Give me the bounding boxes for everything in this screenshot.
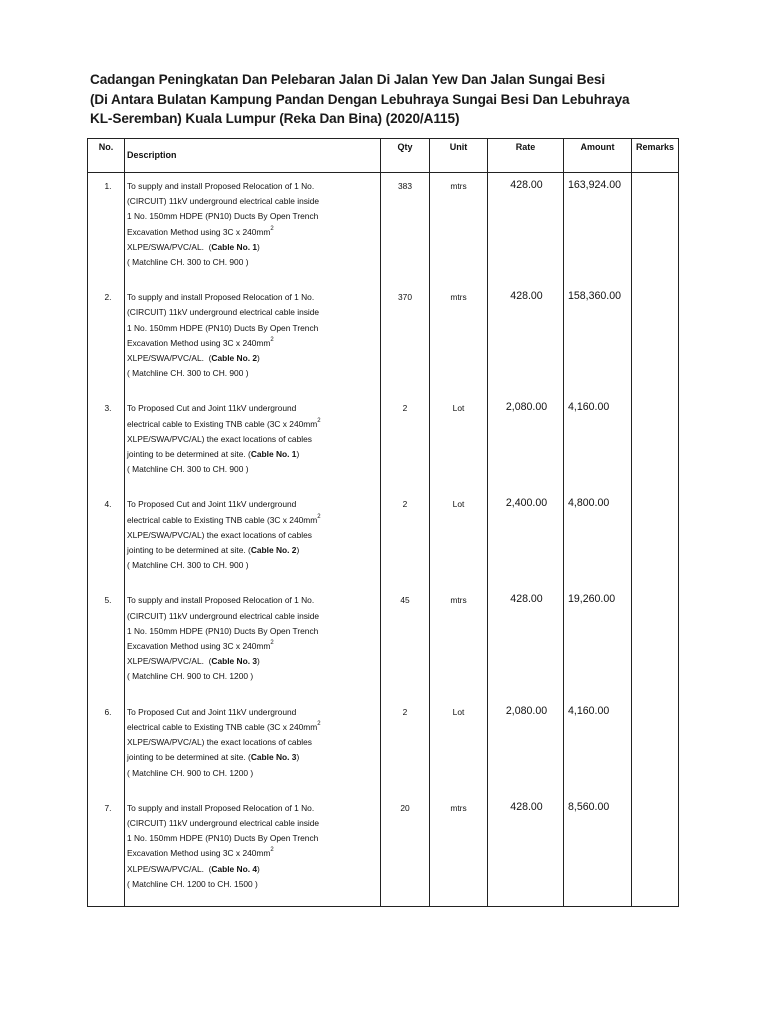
row-description: [125, 395, 381, 491]
row-remarks: [632, 173, 679, 285]
cable-label: Cable No. 2: [211, 353, 258, 364]
row-amount: 4,160.00: [564, 395, 632, 491]
row-qty: 2: [381, 491, 430, 587]
description-text: To supply and install Proposed Relocation of 1 No.: [127, 595, 315, 606]
row-number: 7.: [88, 795, 125, 906]
row-remarks: [632, 284, 679, 395]
table-row: [88, 699, 679, 795]
description-text: XLPE/SWA/PVC/AL.: [127, 353, 204, 364]
row-qty: 20: [381, 795, 430, 906]
description-text: Excavation Method using 3C x 240mm: [127, 226, 271, 237]
header-unit: Unit: [430, 139, 488, 173]
superscript-2: 2: [317, 417, 321, 424]
superscript-2: 2: [270, 336, 274, 343]
table-filler-row: [88, 906, 679, 907]
header-remarks: Remarks: [632, 139, 679, 173]
row-number: 6.: [88, 699, 125, 795]
document-title: [90, 70, 690, 129]
superscript-2: 2: [317, 513, 321, 520]
description-text: electrical cable to Existing TNB cable (3C x 240mm: [127, 418, 318, 429]
row-rate: 2,400.00: [488, 491, 564, 587]
table-row: [88, 795, 679, 906]
description-text: 1 No. 150mm HDPE (PN10) Ducts By Open Trench: [127, 211, 319, 222]
paren: (: [208, 241, 212, 252]
description-text: jointing to be determined at site.: [127, 752, 246, 763]
title-line-2: (Di Antara Bulatan Kampung Pandan Dengan Lebuhraya Sungai Besi Dan Lebuhraya: [90, 91, 630, 107]
table-row: [88, 173, 679, 285]
description-text: To supply and install Proposed Relocation of 1 No.: [127, 802, 315, 813]
description-text: Excavation Method using 3C x 240mm: [127, 641, 271, 652]
description-text: 1 No. 150mm HDPE (PN10) Ducts By Open Trench: [127, 625, 319, 636]
matchline-text: ( Matchline CH. 300 to CH. 900 ): [127, 257, 249, 268]
cable-label: Cable No. 3: [211, 656, 258, 667]
row-number: 1.: [88, 173, 125, 285]
table-row: [88, 395, 679, 491]
table-row: [88, 587, 679, 698]
superscript-2: 2: [270, 225, 274, 232]
row-description: [125, 587, 381, 698]
title-line-1: Cadangan Peningkatan Dan Pelebaran Jalan Di Jalan Yew Dan Jalan Sungai Besi: [90, 72, 606, 87]
header-rate: Rate: [488, 139, 564, 173]
cable-label: Cable No. 1: [211, 241, 258, 252]
row-unit: mtrs: [430, 587, 488, 698]
row-unit: Lot: [430, 699, 488, 795]
row-remarks: [632, 699, 679, 795]
description-text: jointing to be determined at site.: [127, 545, 246, 556]
header-amount: Amount: [564, 139, 632, 173]
header-qty: Qty: [381, 139, 430, 173]
row-number: 2.: [88, 284, 125, 395]
row-qty: 45: [381, 587, 430, 698]
description-text: To supply and install Proposed Relocation of 1 No.: [127, 181, 315, 191]
description-text: XLPE/SWA/PVC/AL.: [127, 863, 204, 874]
description-text: (CIRCUIT) 11kV underground electrical cable inside: [127, 196, 320, 207]
paren: (: [248, 449, 251, 460]
table-row: [88, 284, 679, 395]
description-text: To Proposed Cut and Joint 11kV underground: [127, 499, 297, 510]
description-text: (CIRCUIT) 11kV underground electrical cable inside: [127, 817, 320, 828]
row-unit: mtrs: [430, 795, 488, 906]
row-qty: 2: [381, 395, 430, 491]
description-text: XLPE/SWA/PVC/AL) the exact locations of cables: [127, 529, 312, 540]
row-qty: 383: [381, 173, 430, 285]
row-qty: 370: [381, 284, 430, 395]
paren: ): [296, 752, 300, 763]
description-text: electrical cable to Existing TNB cable (3C x 240mm: [127, 721, 318, 732]
row-amount: 158,360.00: [564, 284, 632, 395]
paren: ): [257, 241, 260, 252]
row-unit: mtrs: [430, 173, 488, 285]
row-description: [125, 284, 381, 395]
description-text: To Proposed Cut and Joint 11kV underground: [127, 403, 297, 414]
row-rate: 428.00: [488, 587, 564, 698]
row-remarks: [632, 491, 679, 587]
row-unit: mtrs: [430, 284, 488, 395]
description-text: 1 No. 150mm HDPE (PN10) Ducts By Open Trench: [127, 833, 319, 844]
row-number: 5.: [88, 587, 125, 698]
row-remarks: [632, 795, 679, 906]
table-row: [88, 491, 679, 587]
description-text: To Proposed Cut and Joint 11kV underground: [127, 706, 297, 717]
row-amount: 4,160.00: [564, 699, 632, 795]
matchline-text: ( Matchline CH. 300 to CH. 900 ): [127, 560, 249, 571]
superscript-2: 2: [270, 847, 274, 854]
description-text: Excavation Method using 3C x 240mm: [127, 337, 271, 348]
row-number: 3.: [88, 395, 125, 491]
superscript-2: 2: [317, 720, 321, 727]
cable-label: Cable No. 3: [250, 752, 297, 763]
paren: ): [257, 656, 260, 667]
matchline-text: ( Matchline CH. 900 to CH. 1200 ): [127, 671, 254, 682]
row-description: [125, 699, 381, 795]
row-remarks: [632, 587, 679, 698]
row-rate: 428.00: [488, 284, 564, 395]
description-text: 1 No. 150mm HDPE (PN10) Ducts By Open Trench: [127, 322, 319, 333]
paren: (: [248, 545, 251, 556]
row-description: [125, 173, 381, 285]
matchline-text: ( Matchline CH. 300 to CH. 900 ): [127, 368, 249, 379]
matchline-text: ( Matchline CH. 300 to CH. 900 ): [127, 464, 249, 475]
description-text: Excavation Method using 3C x 240mm: [127, 848, 271, 859]
description-text: XLPE/SWA/PVC/AL.: [127, 656, 204, 667]
cable-label: Cable No. 1: [250, 449, 297, 460]
header-no: No.: [88, 139, 125, 173]
row-amount: 8,560.00: [564, 795, 632, 906]
row-amount: 163,924.00: [564, 173, 632, 285]
cable-label: Cable No. 2: [250, 545, 297, 556]
description-text: XLPE/SWA/PVC/AL.: [127, 241, 204, 252]
row-rate: 428.00: [488, 173, 564, 285]
row-rate: 428.00: [488, 795, 564, 906]
row-number: 4.: [88, 491, 125, 587]
row-remarks: [632, 395, 679, 491]
paren: ): [257, 353, 260, 364]
row-unit: Lot: [430, 395, 488, 491]
paren: ): [296, 545, 300, 556]
row-qty: 2: [381, 699, 430, 795]
header-description: Description: [125, 139, 381, 173]
row-rate: 2,080.00: [488, 699, 564, 795]
description-text: XLPE/SWA/PVC/AL) the exact locations of cables: [127, 737, 312, 748]
matchline-text: ( Matchline CH. 900 to CH. 1200 ): [127, 767, 254, 778]
bill-of-quantities-table: [87, 138, 679, 907]
cable-label: Cable No. 4: [211, 863, 258, 874]
row-rate: 2,080.00: [488, 395, 564, 491]
table-header-row: [88, 139, 679, 173]
description-text: (CIRCUIT) 11kV underground electrical cable inside: [127, 307, 320, 318]
paren: (: [208, 353, 212, 364]
description-text: jointing to be determined at site.: [127, 449, 246, 460]
superscript-2: 2: [270, 640, 274, 647]
paren: ): [257, 863, 260, 874]
row-description: [125, 795, 381, 906]
paren: ): [296, 449, 300, 460]
description-text: XLPE/SWA/PVC/AL) the exact locations of cables: [127, 433, 312, 444]
title-line-3: KL-Seremban) Kuala Lumpur (Reka Dan Bina) (2020/A115): [90, 111, 460, 126]
paren: (: [248, 752, 251, 763]
row-amount: 4,800.00: [564, 491, 632, 587]
paren: (: [208, 656, 212, 667]
matchline-text: ( Matchline CH. 1200 to CH. 1500 ): [127, 878, 258, 889]
row-amount: 19,260.00: [564, 587, 632, 698]
description-text: (CIRCUIT) 11kV underground electrical cable inside: [127, 610, 320, 621]
row-description: [125, 491, 381, 587]
description-text: To supply and install Proposed Relocation of 1 No.: [127, 292, 315, 303]
description-text: electrical cable to Existing TNB cable (3C x 240mm: [127, 514, 318, 525]
paren: (: [208, 863, 212, 874]
row-unit: Lot: [430, 491, 488, 587]
